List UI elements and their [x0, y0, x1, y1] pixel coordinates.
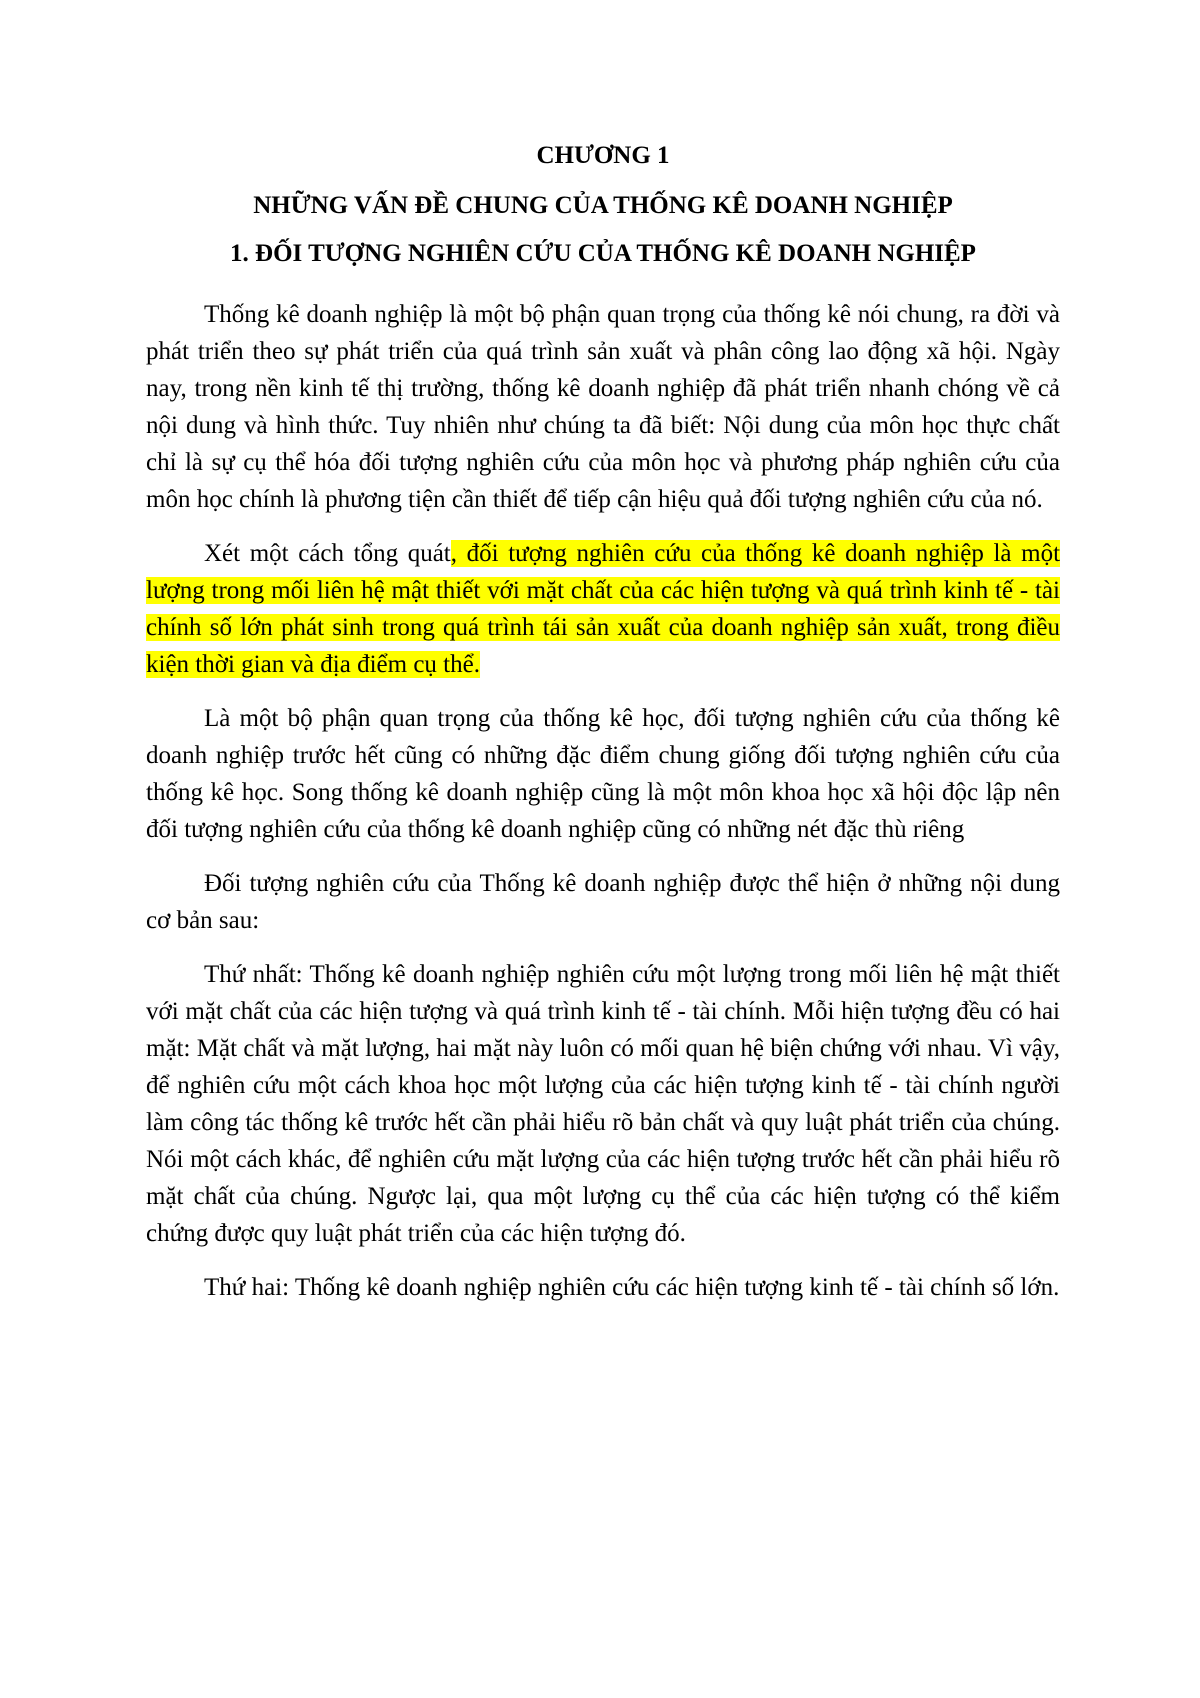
chapter-title: NHỮNG VẤN ĐỀ CHUNG CỦA THỐNG KÊ DOANH NGHIỆP [253, 192, 953, 219]
paragraph-5: Thứ nhất: Thống kê doanh nghiệp nghiên cứu một lượng trong mối liên hệ mật thiết với mặt chất của các hiện tượng và quá trình kinh tế - tài chính. Mỗi hiện tượng đều có hai mặt: Mặt chất và mặt lượng, hai mặt này luôn có mối quan hệ biện chứng với nhau. Vì vậy, để nghiên cứu một cách khoa học một lượng của các hiện tượng kinh tế - tài chính người làm công tác thống kê trước hết cần phải hiểu rõ bản chất và quy luật phát triển của chúng. Nói một cách khác, để nghiên cứu mặt lượng của các hiện tượng trước hết cần phải hiểu rõ mặt chất của chúng. Ngược lại, qua một lượng cụ thể của các hiện tượng có thể kiểm chứng được quy luật phát triển của các hiện tượng đó. [146, 961, 1060, 1247]
paragraph-6: Thứ hai: Thống kê doanh nghiệp nghiên cứu các hiện tượng kinh tế - tài chính số lớn. [204, 1274, 1060, 1301]
paragraph-4: Đối tượng nghiên cứu của Thống kê doanh nghiệp được thể hiện ở những nội dung cơ bản sau: [146, 870, 1060, 934]
chapter-number: CHƯƠNG 1 [536, 142, 670, 169]
section-title: 1. ĐỐI TƯỢNG NGHIÊN CỨU CỦA THỐNG KÊ DOANH NGHIỆP [230, 240, 976, 267]
paragraph-2 [146, 535, 1060, 683]
highlighted-text: , đối tượng nghiên cứu của thống kê doanh nghiệp là một lượng trong mối liên hệ mật thiết với mặt chất của các hiện tượng và quá trình kinh tế - tài chính số lớn phát sinh trong quá trình tái sản xuất của doanh nghiệp sản xuất, trong điều kiện thời gian và địa điểm cụ thể. [146, 540, 1061, 678]
paragraph-2-intro: Xét một cách tổng quát [204, 540, 451, 567]
document-page [146, 138, 1060, 1323]
paragraph-1: Thống kê doanh nghiệp là một bộ phận quan trọng của thống kê nói chung, ra đời và phát triển theo sự phát triển của quá trình sản xuất và phân công lao động xã hội. Ngày nay, trong nền kinh tế thị trường, thống kê doanh nghiệp đã phát triển nhanh chóng về cả nội dung và hình thức. Tuy nhiên như chúng ta đã biết: Nội dung của môn học thực chất chỉ là sự cụ thể hóa đối tượng nghiên cứu của môn học và phương pháp nghiên cứu của môn học chính là phương tiện cần thiết để tiếp cận hiệu quả đối tượng nghiên cứu của nó. [146, 301, 1060, 513]
paragraph-3: Là một bộ phận quan trọng của thống kê học, đối tượng nghiên cứu của thống kê doanh nghiệp trước hết cũng có những đặc điểm chung giống đối tượng nghiên cứu của thống kê học. Song thống kê doanh nghiệp cũng là một môn khoa học xã hội độc lập nên đối tượng nghiên cứu của thống kê doanh nghiệp cũng có những nét đặc thù riêng [146, 705, 1060, 843]
